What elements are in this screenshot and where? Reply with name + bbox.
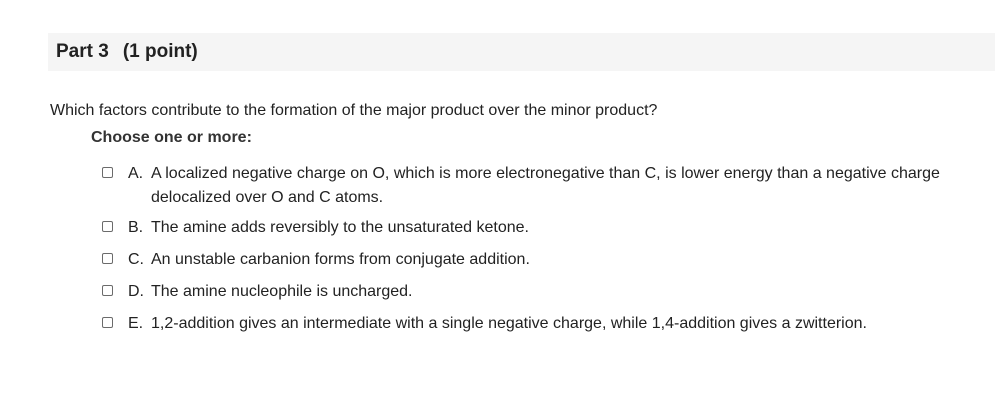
option-e-checkbox[interactable]	[102, 317, 113, 328]
option-d-text: The amine nucleophile is uncharged.	[151, 283, 413, 300]
part-header	[48, 33, 995, 71]
option-b-letter: B.	[128, 219, 144, 236]
option-e-letter: E.	[128, 315, 144, 332]
option-d[interactable]	[102, 280, 982, 312]
option-d-letter: D.	[128, 283, 144, 300]
question-text: Which factors contribute to the formation of the major product over the minor product?	[50, 102, 658, 119]
answer-options	[102, 162, 982, 344]
option-d-checkbox[interactable]	[102, 285, 113, 296]
option-e[interactable]	[102, 312, 982, 344]
option-a-text: A localized negative charge on O, which is more electronegative than C, is lower energy than a negative charge delocalized over O and C atoms.	[151, 165, 940, 206]
part-points: (1 point)	[122, 41, 198, 62]
option-a[interactable]	[102, 162, 982, 216]
option-a-letter: A.	[128, 165, 144, 182]
option-b-checkbox[interactable]	[102, 221, 113, 232]
option-c-checkbox[interactable]	[102, 253, 113, 264]
option-a-checkbox[interactable]	[102, 167, 113, 178]
part-title: Part 3	[56, 41, 109, 62]
choose-instruction: Choose one or more:	[91, 129, 252, 146]
option-b[interactable]	[102, 216, 982, 248]
option-c-text: An unstable carbanion forms from conjugate addition.	[151, 251, 530, 268]
option-e-text: 1,2-addition gives an intermediate with a single negative charge, while 1,4-addition gives a zwitterion.	[151, 315, 867, 332]
option-c[interactable]	[102, 248, 982, 280]
option-b-text: The amine adds reversibly to the unsaturated ketone.	[151, 219, 529, 236]
option-c-letter: C.	[128, 251, 144, 268]
